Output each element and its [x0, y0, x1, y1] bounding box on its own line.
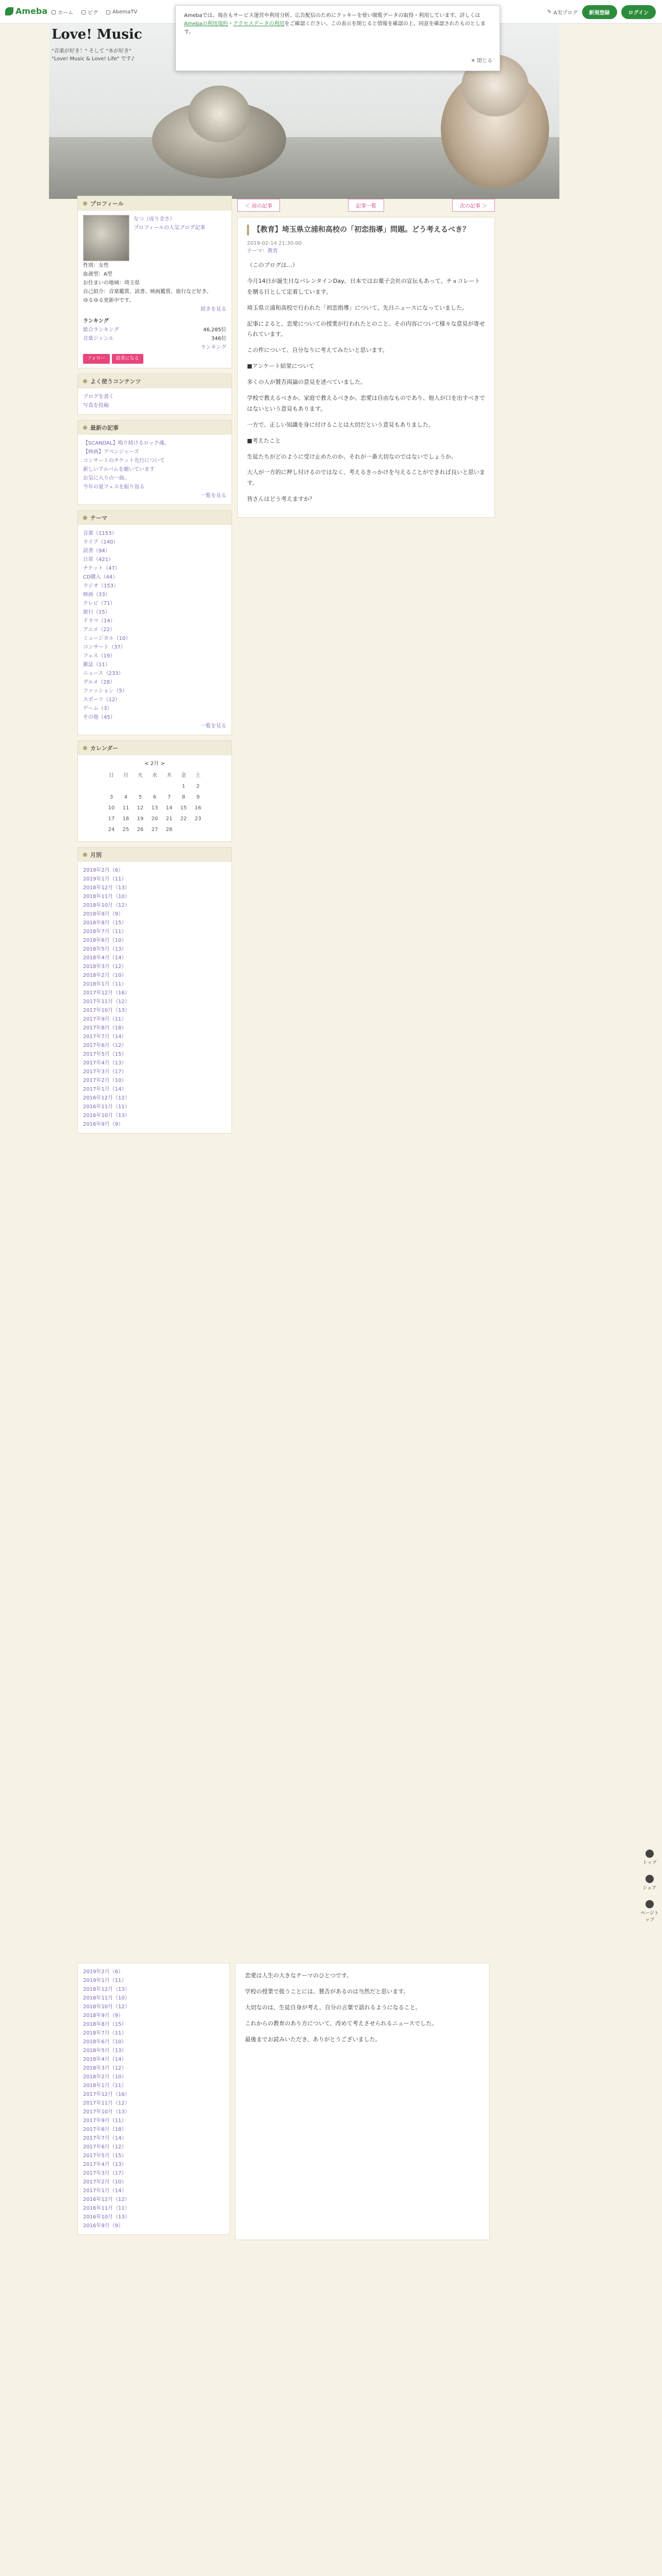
article-paragraph: ■考えたこと	[247, 437, 281, 444]
archive-item[interactable]: 2018年3月（12）	[83, 964, 127, 970]
archive-item[interactable]: 2017年1月（14）	[83, 2188, 127, 2194]
profile-line: 自己紹介：音楽鑑賞、読書、映画鑑賞、旅行など好き。	[83, 289, 212, 295]
calendar-weekday: 月	[123, 773, 128, 779]
article	[237, 217, 495, 518]
theme-item[interactable]: アニメ（22）	[83, 627, 115, 633]
archive-item[interactable]: 2017年8月（18）	[83, 2127, 127, 2132]
calendar-day[interactable]: 19	[137, 816, 144, 822]
theme-item[interactable]: ライブ（140）	[83, 539, 119, 546]
theme-item[interactable]: ミュージカル（10）	[83, 636, 131, 642]
article-list-button[interactable]: 記事一覧	[348, 199, 384, 212]
ameba-leaf-icon	[5, 7, 13, 15]
theme-item[interactable]: フェス（19）	[83, 653, 115, 659]
theme-item[interactable]: 日常（421）	[83, 557, 114, 563]
blog-subtitle: "音楽が好き！" そして "本が好き" "Love! Music & Love! Life" です♪	[52, 48, 135, 62]
article-paragraph: この件について、自分なりに考えてみたいと思います。	[247, 347, 388, 354]
archive-item[interactable]: 2018年12月（13）	[83, 885, 130, 891]
theme-item[interactable]: CD購入（44）	[83, 574, 118, 581]
list-item[interactable]: 新しいアルバムを聴いています	[83, 467, 155, 473]
calendar-day[interactable]: 16	[194, 805, 202, 811]
share-control[interactable]: シェア	[639, 1875, 660, 1891]
article-paragraph: 多くの人が賛否両論の意見を述べていました。	[247, 379, 366, 386]
article-body	[247, 260, 485, 505]
list-item[interactable]: お気に入りの一曲。	[83, 476, 129, 482]
calendar-day[interactable]: 6	[153, 794, 157, 801]
article-paragraph: 恋愛は人生の大きなテーマのひとつです。	[245, 1972, 352, 1979]
calendar-day[interactable]: 27	[151, 827, 158, 833]
ameba-logo[interactable]: Ameba	[5, 6, 47, 16]
article-paragraph: 大切なのは、生徒自身が考え、自分の言葉で語れるようになること。	[245, 2004, 421, 2011]
archive-item[interactable]: 2018年8月（15）	[83, 2022, 127, 2027]
archive-item[interactable]: 2016年12月（12）	[83, 2197, 130, 2202]
calendar-day[interactable]: 2	[196, 784, 200, 790]
archive-item[interactable]: 2016年11月（11）	[83, 1104, 130, 1110]
login-button[interactable]: ログイン	[621, 5, 656, 19]
theme-item[interactable]: その他（45）	[83, 715, 115, 721]
archive-item[interactable]: 2017年12月（16）	[83, 2092, 130, 2097]
page-top-control[interactable]: ページトップ	[639, 1900, 660, 1923]
calendar-day[interactable]: 4	[124, 794, 128, 801]
article-paragraph: これからの教育のあり方について、改めて考えさせられるニュースでした。	[245, 2020, 438, 2027]
calendar-month[interactable]: < 2月 >	[144, 761, 165, 767]
calendar-weekday: 火	[138, 773, 143, 779]
heading-bullet-icon	[83, 853, 87, 857]
article-title[interactable]: 【教育】埼玉県立浦和高校の「初恋指導」問題。どう考えるべき？	[247, 225, 485, 235]
article-paragraph: 学校で教えるべきか、家庭で教えるべきか。恋愛は自由なものであり、他人が口を出すべきではないという意見もあります。	[247, 395, 485, 412]
avatar[interactable]	[83, 215, 129, 261]
archive-item[interactable]: 2016年9月（9）	[83, 1122, 124, 1128]
archive-item[interactable]: 2017年2月（10）	[83, 1078, 127, 1084]
archive-item[interactable]: 2018年9月（9）	[83, 911, 124, 918]
calendar-day[interactable]: 7	[167, 794, 171, 801]
article-paragraph: 一方で、正しい知識を身に付けることは大切だという意見もありました。	[247, 421, 434, 428]
home-icon	[52, 10, 56, 14]
calendar-day[interactable]: 11	[122, 805, 129, 811]
close-icon: ✕	[471, 58, 477, 64]
theme-item[interactable]: 雑誌（11）	[83, 662, 110, 668]
calendar-day	[191, 824, 205, 835]
archive-item[interactable]: 2017年9月（11）	[83, 2118, 127, 2124]
archive-item[interactable]: 2018年6月（10）	[83, 938, 127, 944]
main-column	[237, 196, 495, 518]
calendar-weekday: 金	[181, 773, 186, 779]
article-date: 2019-02-14 21:30:00	[247, 241, 302, 246]
archive-item[interactable]: 2017年10月（13）	[83, 2109, 130, 2115]
sidebar	[77, 196, 232, 1139]
header-nav	[52, 8, 137, 16]
archive-item[interactable]: 2017年3月（17）	[83, 1069, 127, 1075]
tv-icon	[106, 10, 110, 14]
calendar-weekday: 日	[109, 773, 114, 779]
archive-item[interactable]: 2017年9月（11）	[83, 1016, 127, 1023]
archive-item[interactable]: 2018年1月（11）	[83, 981, 127, 988]
apply-link[interactable]: ✎ A実プログ	[547, 9, 578, 16]
article-pager	[237, 196, 495, 217]
article-theme[interactable]: テーマ：教育	[247, 248, 278, 254]
calendar-day[interactable]: 24	[108, 827, 115, 833]
theme-item[interactable]: グルメ（28）	[83, 680, 115, 686]
archive-item[interactable]: 2017年6月（12）	[83, 1043, 127, 1049]
calendar-weekday: 木	[167, 773, 172, 779]
archive-item[interactable]: 2016年10月（13）	[83, 2214, 130, 2220]
archive-item[interactable]: 2018年5月（13）	[83, 946, 127, 953]
article-paragraph: （このブログは…）	[247, 262, 298, 268]
terms-link[interactable]: Amebaの利用規約	[184, 21, 228, 27]
article-paragraph: ■アンケート結果について	[247, 363, 315, 370]
archive-item[interactable]: 2018年4月（14）	[83, 2057, 127, 2062]
share-icon	[646, 1875, 654, 1883]
list-item[interactable]: 写真を投稿	[83, 403, 109, 409]
theme-item[interactable]: 映画（33）	[83, 592, 110, 598]
archive-item[interactable]: 2017年2月（10）	[83, 2179, 127, 2185]
calendar-day	[104, 781, 119, 792]
theme-item[interactable]: コンサート（37）	[83, 645, 126, 651]
theme-item[interactable]: 読書（94）	[83, 548, 110, 554]
calendar-day[interactable]: 26	[137, 827, 144, 833]
profile-name[interactable]: なつ（成り金さ）	[134, 216, 175, 222]
continued-page	[77, 1963, 490, 2240]
article-paragraph: 今月14日が誕生日なバレンタインDay。日本ではお菓子会社の宣伝もあって、チョコレートを贈る日として定着しています。	[247, 277, 481, 295]
theme-item[interactable]: チケット（47）	[83, 566, 120, 572]
blog-title[interactable]: Love! Music	[52, 27, 142, 42]
archive-item[interactable]: 2018年8月（15）	[83, 920, 127, 926]
right-controls	[639, 1850, 660, 1932]
theme-item[interactable]: ファッション（5）	[83, 688, 127, 694]
access-data-link[interactable]: アクセスデータの利用	[233, 21, 285, 27]
calendar-weekday: 土	[195, 773, 201, 779]
theme-item[interactable]: テレビ（71）	[83, 601, 115, 607]
calendar-day	[119, 781, 133, 792]
archive-item[interactable]: 2018年2月（10）	[83, 973, 127, 979]
archive-item[interactable]: 2018年11月（10）	[83, 894, 130, 900]
archive-item[interactable]: 2017年11月（12）	[83, 2100, 130, 2106]
calendar-day[interactable]: 22	[180, 816, 187, 822]
archive-item[interactable]: 2017年5月（15）	[83, 2153, 127, 2159]
calendar-day[interactable]: 8	[181, 794, 186, 801]
calendar-table	[104, 770, 205, 835]
profile-line: お住まいの地域：埼玉県	[83, 280, 140, 286]
calendar-day[interactable]: 18	[122, 816, 129, 822]
archive-item[interactable]: 2016年10月（13）	[83, 1113, 130, 1119]
calendar-day[interactable]: 13	[151, 805, 158, 811]
archive-item[interactable]: 2016年9月（9）	[83, 2223, 124, 2229]
rank1-label[interactable]: 総合ランキング	[83, 327, 119, 333]
profile-box: プロフィール なつ（成り金さ） プロフィールの人気ブログ記事 性別：女性 血液型：A型 お住まいの地域：埼玉県 自己紹介：音楽鑑賞、読書、映画鑑賞、旅行など好き。 ゆるゆる更新中です。 続きを見る ランキング 総合ランキング 46,285位 音楽ジャンル 346位 ランキング フォロー 読者になる	[77, 196, 232, 368]
calendar-day[interactable]: 1	[181, 784, 186, 790]
archive-item[interactable]: 2017年10月（13）	[83, 1008, 130, 1014]
archive-item[interactable]: 2017年4月（13）	[83, 2162, 127, 2167]
theme-item[interactable]: ニュース（233）	[83, 671, 124, 677]
article-continued	[235, 1963, 490, 2240]
calendar-day[interactable]: 5	[138, 794, 142, 801]
article-paragraph: 生徒たちがどのように受け止めたのか、それが一番大切なのではないでしょうか。	[247, 453, 457, 460]
heading-bullet-icon	[83, 426, 87, 430]
arrow-up-icon	[646, 1900, 654, 1908]
theme-item[interactable]: スポーツ（12）	[83, 697, 121, 703]
themes-more-link[interactable]: 一覧を見る	[201, 723, 226, 730]
archive-item[interactable]: 2018年4月（14）	[83, 955, 127, 961]
notice-close-button[interactable]: ✕ 閉じる	[471, 58, 492, 64]
calendar-day	[147, 781, 162, 792]
profile-more-link[interactable]: 続きを見る	[201, 307, 226, 312]
profile-line: 血液型：A型	[83, 272, 112, 277]
theme-item[interactable]: ラジオ（153）	[83, 583, 119, 589]
archive-item[interactable]: 2017年11月（12）	[83, 999, 130, 1005]
next-article-button[interactable]: 次の記事 ＞	[452, 199, 495, 212]
ranking-heading: ランキング	[83, 318, 109, 324]
calendar-weekday: 水	[152, 773, 157, 779]
profile-line: ゆるゆる更新中です。	[83, 298, 135, 303]
heading-bullet-icon	[83, 746, 87, 750]
themes-box: テーマ 音楽（1153） ライブ（140） 読書（94） 日常（421） チケット（47） CD購入（44） ラジオ（153） 映画（33） テレビ（71） 旅行（15） ドラマ（14） アニメ（22） ミュージカル（10） コンサート（37） フェス（19） 雑誌（11） ニュース（233） グルメ（28） ファッション（5） スポーツ（12） ゲーム（3） その他（45） 一覧を見る	[77, 510, 232, 735]
calendar-day[interactable]: 9	[196, 794, 200, 801]
archive-item[interactable]: 2018年11月（10）	[83, 1995, 130, 2001]
follow-button[interactable]: フォロー	[83, 354, 110, 364]
archive-item[interactable]: 2017年5月（15）	[83, 1052, 127, 1058]
archive-item[interactable]: 2017年3月（17）	[83, 2171, 127, 2176]
article-paragraph: 記事によると、恋愛についての授業が行われたとのこと。その内容について様々な意見が寄せられています。	[247, 320, 485, 338]
archive-item[interactable]: 2018年3月（12）	[83, 2065, 127, 2071]
archive-continued	[77, 1963, 230, 2235]
profile-popular-link[interactable]: プロフィールの人気ブログ記事	[134, 225, 205, 231]
theme-item[interactable]: 音楽（1153）	[83, 531, 117, 537]
archive-item[interactable]: 2018年1月（11）	[83, 2083, 127, 2089]
article-paragraph: 埼玉県立浦和高校で行われた「初恋指導」について、先日ニュースになっていました。	[247, 304, 468, 311]
archive-item[interactable]: 2019年1月（11）	[83, 1978, 127, 1984]
archive-item[interactable]: 2017年6月（12）	[83, 2144, 127, 2150]
contents-box: よく使うコンテンツ ブログを書く 写真を投稿	[77, 374, 232, 415]
ranking-link[interactable]: ランキング	[201, 345, 226, 350]
pigg-icon	[81, 10, 86, 14]
cookie-notice: Amebaでは、現在もサービス運営や利用分析、広告配信のためにクッキーを使い閲覧データの取得・利用しています。詳しくはAmebaの利用規約・アクセスデータの利用をご確認ください。この表示を閉じると情報を確認の上、同意を確認されたものとします。 ✕ 閉じる	[175, 5, 500, 71]
recent-more-link[interactable]: 一覧を見る	[201, 493, 226, 499]
calendar-box: カレンダー < 2月 > 日 月 火 水 木 金 土 1 2 3 4 5 6 7 8 9 10 11 12 13 14 15 16 17 18 19 20 21 22 23 24 25 26 27 28	[77, 740, 232, 842]
article-paragraph: 最後までお読みいただき、ありがとうございました。	[245, 2036, 381, 2043]
theme-item[interactable]: ゲーム（3）	[83, 706, 112, 712]
nav-abematv[interactable]: AbemaTV	[106, 8, 137, 16]
calendar-day[interactable]: 12	[137, 805, 144, 811]
calendar-day[interactable]: 21	[166, 816, 173, 822]
article-paragraph: 学校の授業で扱うことには、賛否があるのは当然だと思います。	[245, 1988, 409, 1995]
archive-item[interactable]: 2017年12月（16）	[83, 990, 130, 996]
theme-item[interactable]: ドラマ（14）	[83, 618, 115, 624]
archive-item[interactable]: 2019年1月（11）	[83, 876, 127, 883]
prev-article-button[interactable]: ＜ 前の記事	[237, 199, 280, 212]
nav-pigg[interactable]: ピグ	[81, 8, 98, 16]
archive-item[interactable]: 2018年2月（10）	[83, 2074, 127, 2080]
cat-head-left	[188, 86, 250, 142]
article-paragraph: 皆さんはどう考えますか？	[247, 496, 315, 503]
top-control[interactable]: トップ	[639, 1850, 660, 1866]
article-paragraph: 大人が一方的に押し付けるのではなく、考えるきっかけを与えることができれば良いと思います。	[247, 469, 485, 487]
calendar-day[interactable]: 28	[166, 827, 173, 833]
list-item[interactable]: コンサートのチケット先行について	[83, 458, 165, 464]
archive-item[interactable]: 2018年12月（13）	[83, 1987, 130, 1992]
archive-item[interactable]: 2017年7月（14）	[83, 2136, 127, 2141]
list-item[interactable]: 【SCANDAL】鳴り続けるロック魂。	[83, 440, 170, 447]
list-item[interactable]: 【映画】アベンジャーズ	[83, 449, 139, 455]
profile-line: 性別：女性	[83, 263, 109, 268]
calendar-day[interactable]: 25	[122, 827, 129, 833]
calendar-day[interactable]: 14	[166, 805, 173, 811]
theme-item[interactable]: 旅行（15）	[83, 609, 110, 616]
rank2-value: 346位	[211, 336, 226, 342]
archive-item[interactable]: 2018年10月（12）	[83, 2004, 130, 2010]
recent-posts-box: 最新の記事 【SCANDAL】鳴り続けるロック魂。 【映画】アベンジャーズ コンサートのチケット先行について 新しいアルバムを聴いています お気に入りの一曲。 今年の夏フェスを振り返る 一覧を見る	[77, 420, 232, 505]
rank2-label[interactable]: 音楽ジャンル	[83, 336, 114, 342]
archive-item[interactable]: 2018年5月（13）	[83, 2048, 127, 2054]
heading-bullet-icon	[83, 516, 87, 520]
list-item[interactable]: ブログを書く	[83, 394, 114, 400]
nav-home[interactable]: ホーム	[52, 8, 73, 16]
archive-item[interactable]: 2017年4月（13）	[83, 1060, 127, 1066]
archive-item[interactable]: 2016年11月（11）	[83, 2206, 130, 2211]
archive-item[interactable]: 2019年2月（6）	[83, 1969, 124, 1975]
archive-item[interactable]: 2018年7月（11）	[83, 929, 127, 935]
archive-item[interactable]: 2017年7月（14）	[83, 1034, 127, 1040]
calendar-day[interactable]: 17	[108, 816, 115, 822]
calendar-day[interactable]: 20	[151, 816, 158, 822]
archive-item[interactable]: 2018年6月（10）	[83, 2039, 127, 2045]
list-item[interactable]: 今年の夏フェスを振り返る	[83, 484, 145, 490]
archive-box: 月別 2019年2月（6） 2019年1月（11） 2018年12月（13） 2018年11月（10） 2018年10月（12） 2018年9月（9） 2018年8月（15） 2018年7月（11） 2018年6月（10） 2018年5月（13） 2018年4月（14） 2018年3月（12） 2018年2月（10） 2018年1月（11） 2017年12月（16） 2017年11月（12） 2017年10月（13） 2017年9月（11） 2017年8月（18） 2017年7月（14） 2017年6月（12） 2017年5月（15） 2017年4月（13） 2017年3月（17） 2017年2月（10） 2017年1月（14） 2016年12月（12） 2016年11月（11） 2016年10月（13） 2016年9月（9）	[77, 847, 232, 1133]
calendar-day[interactable]: 15	[180, 805, 187, 811]
signup-button[interactable]: 新規登録	[582, 5, 617, 19]
calendar-day[interactable]: 23	[194, 816, 202, 822]
pencil-icon: ✎	[547, 9, 552, 15]
calendar-day	[176, 824, 191, 835]
archive-item[interactable]: 2019年2月（6）	[83, 868, 124, 874]
heading-bullet-icon	[83, 379, 87, 383]
archive-item[interactable]: 2018年10月（12）	[83, 903, 130, 909]
rank1-value: 46,285位	[203, 327, 226, 333]
calendar-day[interactable]: 3	[109, 794, 113, 801]
archive-item[interactable]: 2018年9月（9）	[83, 2013, 124, 2019]
archive-item[interactable]: 2016年12月（12）	[83, 1095, 130, 1101]
archive-item[interactable]: 2017年1月（14）	[83, 1087, 127, 1093]
archive-item[interactable]: 2018年7月（11）	[83, 2030, 127, 2036]
calendar-day	[162, 781, 176, 792]
archive-item[interactable]: 2017年8月（18）	[83, 1025, 127, 1031]
reader-button[interactable]: 読者になる	[112, 354, 143, 364]
calendar-day[interactable]: 10	[108, 805, 115, 811]
heading-bullet-icon	[83, 201, 87, 206]
top-icon	[646, 1850, 654, 1858]
calendar-day	[133, 781, 147, 792]
